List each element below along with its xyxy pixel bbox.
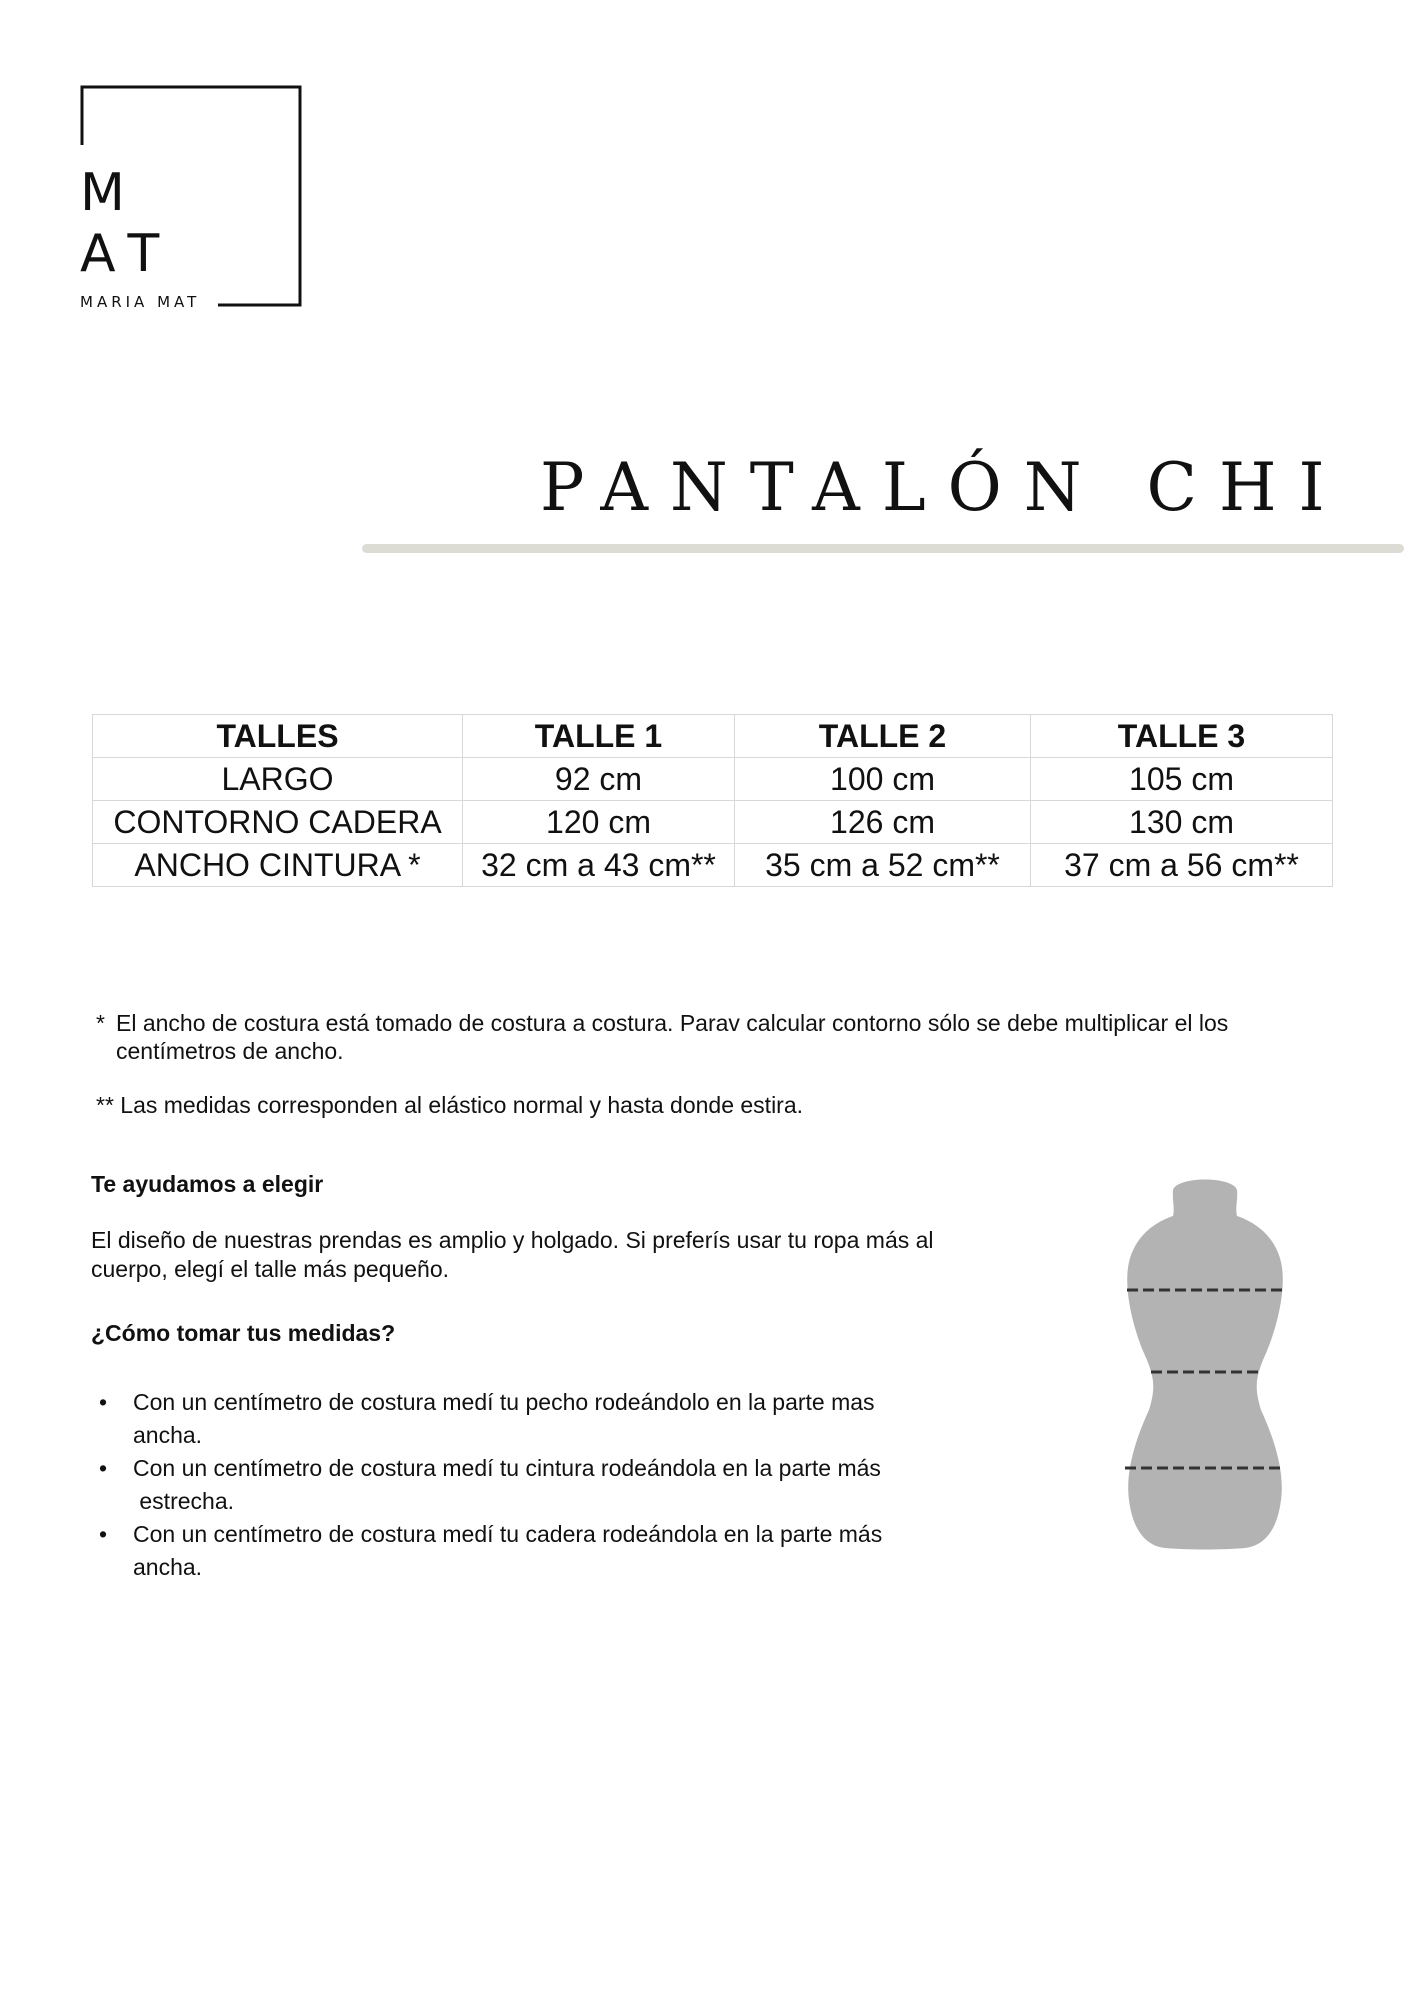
table-row: [93, 758, 1333, 801]
section-heading-measure: ¿Cómo tomar tus medidas?: [91, 1320, 396, 1346]
size-table: [92, 714, 1333, 887]
table-cell: 100 cm: [735, 758, 1031, 801]
table-cell: 120 cm: [463, 801, 735, 844]
footnote-seam-width: [96, 1009, 1376, 1065]
table-row: [93, 801, 1333, 844]
measure-instructions-list: [91, 1386, 991, 1584]
table-header-cell: TALLE 1: [463, 715, 735, 758]
list-item: • Con un centímetro de costura medí tu cintura rodeándola en la parte más estrecha.: [91, 1452, 991, 1518]
paragraph-line: El diseño de nuestras prendas es amplio y holgado. Si preferís usar tu ropa más al: [91, 1227, 934, 1253]
table-header-cell: TALLE 3: [1031, 715, 1333, 758]
page-title: PANTALÓN CHI: [540, 449, 1347, 526]
table-cell: 126 cm: [735, 801, 1031, 844]
footnote-text-line: El ancho de costura está tomado de costura a costura. Parav calcular contorno sólo se debe multiplicar el los: [116, 1010, 1229, 1036]
table-cell: 32 cm a 43 cm**: [463, 844, 735, 887]
table-cell: CONTORNO CADERA: [93, 801, 463, 844]
list-item: • Con un centímetro de costura medí tu cadera rodeándola en la parte más ancha.: [91, 1518, 991, 1584]
footnote-text-line: centímetros de ancho.: [116, 1038, 344, 1064]
table-cell: ANCHO CINTURA *: [93, 844, 463, 887]
table-cell: 130 cm: [1031, 801, 1333, 844]
footnote-elastic: ** Las medidas corresponden al elástico normal y hasta donde estira.: [96, 1092, 804, 1118]
mannequin-icon: [1105, 1170, 1305, 1550]
table-header-cell: TALLE 2: [735, 715, 1031, 758]
section-paragraph: [91, 1226, 1031, 1284]
bullet-icon: •: [99, 1455, 108, 1481]
logo-letter-m: M: [80, 163, 125, 223]
title-divider: [362, 544, 1404, 553]
table-cell: 105 cm: [1031, 758, 1333, 801]
paragraph-line: cuerpo, elegí el talle más pequeño.: [91, 1256, 450, 1282]
table-row: [93, 844, 1333, 887]
table-cell: 92 cm: [463, 758, 735, 801]
bullet-icon: •: [99, 1521, 108, 1547]
table-cell: 35 cm a 52 cm**: [735, 844, 1031, 887]
table-cell: 37 cm a 56 cm**: [1031, 844, 1333, 887]
logo-brand-name: MARIA MAT: [80, 293, 201, 311]
logo-letters-at: AT: [80, 224, 176, 284]
table-cell: LARGO: [93, 758, 463, 801]
table-header-cell: TALLES: [93, 715, 463, 758]
brand-logo: [80, 85, 303, 311]
section-heading-choose: Te ayudamos a elegir: [91, 1171, 324, 1197]
footnote-marker: *: [96, 1010, 105, 1036]
bullet-icon: •: [99, 1389, 108, 1415]
list-item: • Con un centímetro de costura medí tu pecho rodeándolo en la parte mas ancha.: [91, 1386, 991, 1452]
table-header-row: [93, 715, 1333, 758]
